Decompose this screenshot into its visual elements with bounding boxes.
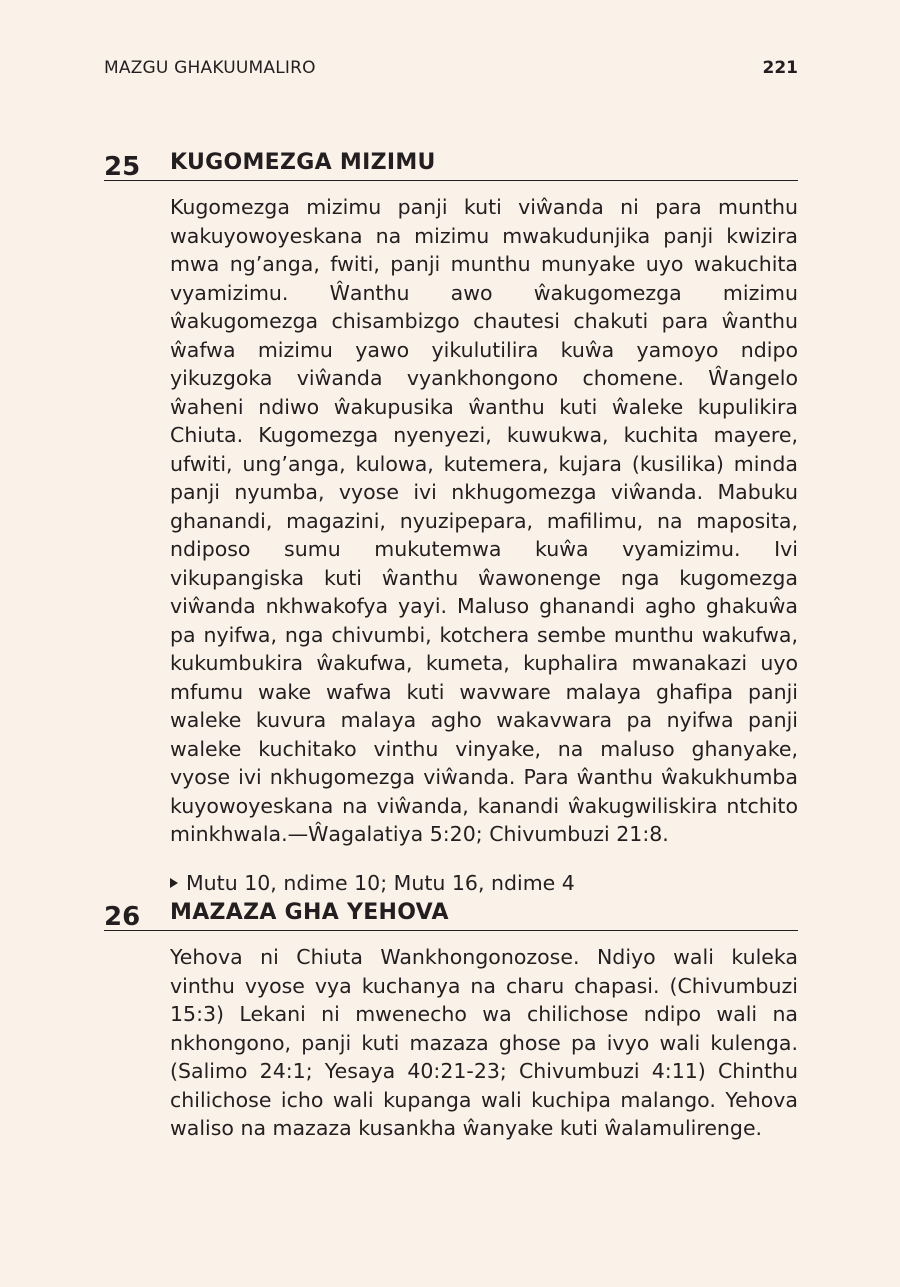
glossary-entry-26 xyxy=(104,900,798,1163)
entry-reference[interactable] xyxy=(170,869,798,897)
entry-number: 26 xyxy=(104,902,141,932)
entry-number: 25 xyxy=(104,152,141,182)
running-header xyxy=(104,58,798,84)
page-number: 221 xyxy=(762,58,798,78)
entry-reference-text: Mutu 10, ndime 10; Mutu 16, ndime 4 xyxy=(186,871,575,895)
glossary-entry-25 xyxy=(104,150,798,897)
triangle-right-icon xyxy=(170,878,178,888)
running-title: MAZGU GHAKUUMALIRO xyxy=(104,58,316,78)
entry-body: Yehova ni Chiuta Wankhongonozose. Ndiyo wali kuleka vinthu vyose vya kuchanya na charu chapasi. (Chivumbuzi 15:3) Lekani ni mwenecho wa chilichose ndipo wali na nkhongono, panji kuti mazaza ghose pa ivyo wali kulenga. (Salimo 24:1; Yesaya 40:21-23; Chivumbuzi 4:11) Chinthu chilichose icho wali kupanga wali kuchipa malango. Yehova waliso na mazaza kusankha ŵanyake kuti ŵalamulirenge. xyxy=(170,945,798,1140)
entry-heading xyxy=(104,900,798,931)
entry-title: MAZAZA GHA YEHOVA xyxy=(170,900,449,925)
entry-title: KUGOMEZGA MIZIMU xyxy=(170,150,436,175)
entry-heading xyxy=(104,150,798,181)
entry-body: Kugomezga mizimu panji kuti viŵanda ni para munthu wakuyowoyeskana na mizimu mwakudunjika panji kwizira mwa ng’anga, fwiti, panji munthu munyake uyo wakuchita vyamizimu. Ŵanthu awo ŵakugomezga mizimu ŵakugomezga chisambizgo chautesi chakuti para ŵanthu ŵafwa mizimu yawo yikulutilira kuŵa yamoyo ndipo yikuzgoka viŵanda vyankhongono chomene. Ŵangelo ŵaheni ndiwo ŵakupusika ŵanthu kuti ŵaleke kupulikira Chiuta. Kugomezga nyenyezi, kuwukwa, kuchita mayere, ufwiti, ung’anga, kulowa, kutemera, kujara (kusilika) minda panji nyumba, vyose ivi nkhugomezga viŵanda. Mabuku ghanandi, magazini, nyuzipepara, mafilimu, na maposita, ndiposo sumu mukutemwa kuŵa vyamizimu. Ivi vikupangiska kuti ŵanthu ŵawonenge nga kugomezga viŵanda nkhwakofya yayi. Maluso ghanandi agho ghakuŵa pa nyifwa, nga chivumbi, kotchera sembe munthu wakufwa, kukumbukira ŵakufwa, kumeta, kuphalira mwanakazi uyo mfumu wake wafwa kuti wavware malaya ghafipa panji waleke kuvura malaya agho wakavwara pa nyifwa panji waleke kuchitako vinthu vinyake, na maluso ghanyake, vyose ivi nkhugomezga viŵanda. Para ŵanthu ŵakukhumba kuyowoyeskana na viŵanda, kanandi ŵakugwiliskira ntchito minkhwala.—Ŵagalatiya 5:20; Chivumbuzi 21:8. xyxy=(170,195,798,846)
